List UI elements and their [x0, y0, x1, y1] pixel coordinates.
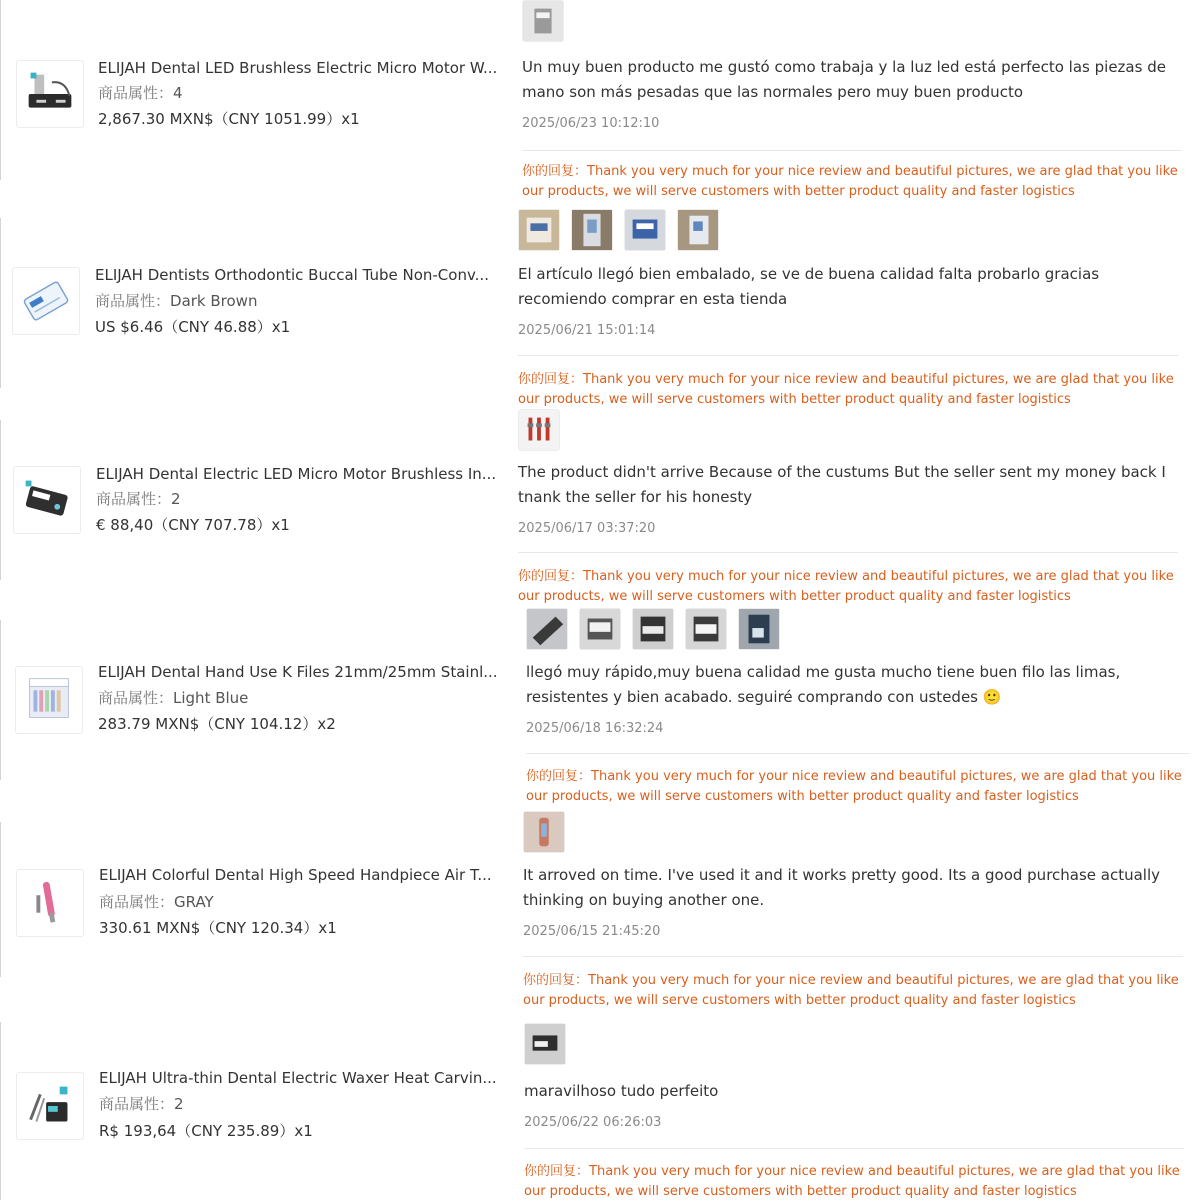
reply-text: Thank you very much for your nice review and beautiful pictures, we are glad that you like our products, we will serve customers with better product quality and faster logistics — [518, 372, 1174, 407]
product-title[interactable]: ELIJAH Dental Hand Use K Files 21mm/25mm Stainl... — [98, 663, 498, 681]
box-photo-icon[interactable] — [685, 608, 727, 650]
left-border — [0, 1022, 1, 1200]
seller-reply — [518, 567, 1182, 604]
product-attribute — [99, 1094, 487, 1114]
attribute-value: 4 — [173, 84, 183, 102]
seller-reply — [526, 767, 1190, 804]
review-text: llegó muy rápido,muy buena calidad me gusta mucho tiene buen filo las limas, resistentes y bien acabado. seguiré comprando con ustedes 🙂 — [526, 663, 1121, 706]
divider — [524, 1148, 1184, 1149]
review-photos — [523, 811, 576, 853]
divider — [518, 355, 1178, 356]
product-price: 283.79 MXN$（CNY 104.12）x2 — [98, 715, 336, 733]
review-text: Un muy buen producto me gustó como trabaja y la luz led está perfecto las piezas de mano son más pesadas que las normales pero muy buen producto — [522, 58, 1166, 101]
attribute-label: 商品属性： — [99, 1095, 175, 1113]
reply-text: Thank you very much for your nice review and beautiful pictures, we are glad that you like our products, we will serve customers with better product quality and faster logistics — [522, 164, 1178, 199]
review-photos — [526, 608, 791, 650]
review-text: It arroved on time. I've used it and it works pretty good. Its a good purchase actually thinking on buying another one. — [523, 866, 1161, 909]
review-photos — [518, 409, 571, 451]
buccal-tube-box-icon[interactable] — [12, 267, 80, 335]
product-attribute — [98, 83, 486, 103]
reply-text: Thank you very much for your nice review and beautiful pictures, we are glad that you like our products, we will serve customers with better product quality and faster logistics — [524, 1164, 1180, 1199]
reply-label: 你的回复： — [524, 1164, 590, 1179]
product-title[interactable]: ELIJAH Colorful Dental High Speed Handpiece Air T... — [99, 866, 492, 884]
attribute-value: GRAY — [174, 893, 214, 911]
reply-text: Thank you very much for your nice review and beautiful pictures, we are glad that you like our products, we will serve customers with better product quality and faster logistics — [526, 769, 1182, 804]
package-photo-icon[interactable] — [677, 209, 719, 251]
left-border — [0, 620, 1, 780]
product-attribute — [98, 688, 486, 708]
attribute-value: 2 — [174, 1095, 184, 1113]
left-border — [0, 218, 1, 388]
review-timestamp: 2025/06/21 15:01:14 — [518, 323, 656, 338]
product-price: € 88,40（CNY 707.78）x1 — [96, 516, 290, 534]
attribute-label: 商品属性： — [98, 689, 174, 707]
left-border — [0, 0, 1, 180]
box-photo-icon[interactable] — [632, 608, 674, 650]
reply-label: 你的回复： — [523, 973, 589, 988]
waxer-kit-icon[interactable] — [16, 1072, 84, 1140]
reply-text: Thank you very much for your nice review and beautiful pictures, we are glad that you like our products, we will serve customers with better product quality and faster logistics — [523, 973, 1179, 1008]
attribute-value: 2 — [171, 490, 181, 508]
handpiece-icon[interactable] — [16, 869, 84, 937]
box-photo-icon[interactable] — [579, 608, 621, 650]
review-timestamp: 2025/06/18 16:32:24 — [526, 721, 664, 736]
product-title[interactable]: ELIJAH Dentists Orthodontic Buccal Tube Non-Conv... — [95, 266, 489, 284]
box-photo-icon[interactable] — [738, 608, 780, 650]
handpiece-photo-icon[interactable] — [518, 409, 560, 451]
handpiece-photo-icon[interactable] — [523, 811, 565, 853]
micro-motor-unit-icon[interactable] — [13, 466, 81, 534]
review-photos — [524, 1023, 577, 1065]
product-price: 2,867.30 MXN$（CNY 1051.99）x1 — [98, 110, 360, 128]
micro-motor-kit-icon[interactable] — [16, 60, 84, 128]
attribute-value: Light Blue — [173, 689, 249, 707]
seller-reply — [524, 1162, 1188, 1202]
package-photo-icon[interactable] — [624, 209, 666, 251]
reply-text: Thank you very much for your nice review and beautiful pictures, we are glad that you like our products, we will serve customers with better product quality and faster logistics — [518, 569, 1174, 604]
attribute-value: Dark Brown — [170, 292, 258, 310]
review-text: El artículo llegó bien embalado, se ve de buena calidad falta probarlo gracias recomiendo comprar en esta tienda — [518, 265, 1100, 308]
product-title[interactable]: ELIJAH Dental LED Brushless Electric Micro Motor W... — [98, 59, 498, 77]
package-photo-icon[interactable] — [571, 209, 613, 251]
divider — [518, 552, 1178, 553]
reply-label: 你的回复： — [518, 372, 584, 387]
reply-label: 你的回复： — [522, 164, 588, 179]
box-photo-icon[interactable] — [526, 608, 568, 650]
product-attribute — [96, 489, 484, 509]
seller-reply — [522, 162, 1186, 199]
attribute-label: 商品属性： — [96, 490, 172, 508]
review-text: maravilhoso tudo perfeito — [524, 1082, 719, 1100]
attribute-label: 商品属性： — [99, 893, 175, 911]
review-text: The product didn't arrive Because of the custums But the seller sent my money back I tnank the seller for his honesty — [518, 463, 1166, 506]
product-attribute — [99, 892, 487, 912]
review-timestamp: 2025/06/22 06:26:03 — [524, 1115, 662, 1130]
product-title[interactable]: ELIJAH Ultra-thin Dental Electric Waxer Heat Carvin... — [99, 1069, 497, 1087]
package-photo-icon[interactable] — [518, 209, 560, 251]
review-timestamp: 2025/06/15 21:45:20 — [523, 924, 661, 939]
review-timestamp: 2025/06/23 10:12:10 — [522, 116, 660, 131]
product-title[interactable]: ELIJAH Dental Electric LED Micro Motor Brushless In... — [96, 465, 497, 483]
review-timestamp: 2025/06/17 03:37:20 — [518, 521, 656, 536]
product-attribute — [95, 291, 483, 311]
attribute-label: 商品属性： — [95, 292, 171, 310]
seller-reply — [518, 370, 1182, 407]
left-border — [0, 822, 1, 977]
product-photo-icon[interactable] — [522, 0, 564, 42]
review-photos — [518, 209, 730, 251]
review-photos — [522, 0, 575, 42]
product-price: 330.61 MXN$（CNY 120.34）x1 — [99, 919, 337, 937]
product-price: US $6.46（CNY 46.88）x1 — [95, 318, 291, 336]
divider — [523, 956, 1183, 957]
reply-label: 你的回复： — [518, 569, 584, 584]
attribute-label: 商品属性： — [98, 84, 174, 102]
device-photo-icon[interactable] — [524, 1023, 566, 1065]
divider — [522, 150, 1182, 151]
reply-label: 你的回复： — [526, 769, 592, 784]
k-files-box-icon[interactable] — [15, 666, 83, 734]
product-price: R$ 193,64（CNY 235.89）x1 — [99, 1122, 313, 1140]
seller-reply — [523, 971, 1187, 1008]
divider — [526, 753, 1190, 754]
left-border — [0, 420, 1, 580]
